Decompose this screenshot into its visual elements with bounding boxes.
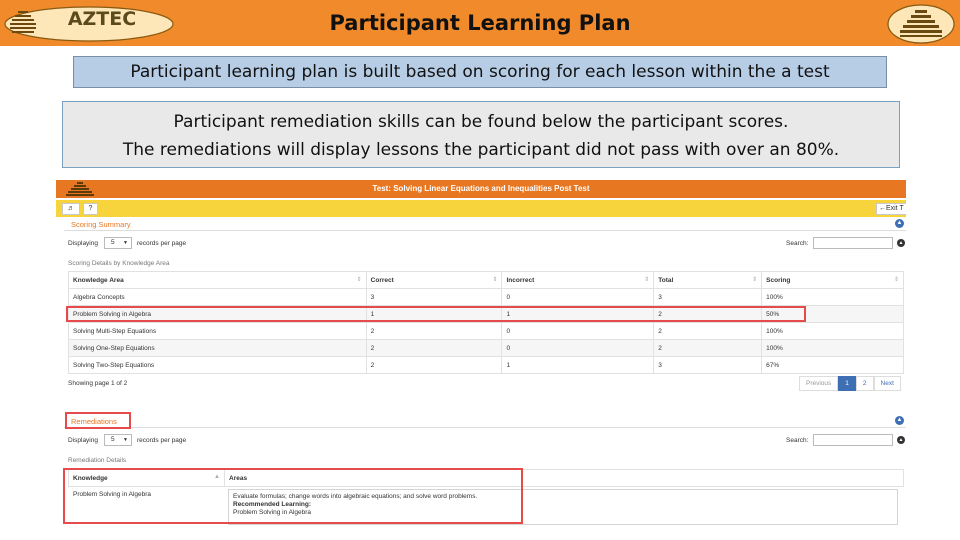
cell-scoring: 67% bbox=[762, 357, 904, 374]
sort-icon: ⇕ bbox=[752, 277, 758, 283]
aztec-logo-text: AZTEC bbox=[67, 8, 137, 30]
remediations-title: Remediations bbox=[71, 417, 117, 426]
cell-correct: 2 bbox=[366, 357, 502, 374]
table-row bbox=[69, 340, 904, 357]
page-size-select[interactable] bbox=[104, 434, 132, 446]
callout-remediation bbox=[62, 101, 900, 168]
scoring-controls bbox=[68, 237, 906, 251]
help-button[interactable]: ? bbox=[83, 203, 98, 215]
col-total[interactable]: Total ⇕ bbox=[654, 272, 762, 289]
slide-title: Participant Learning Plan bbox=[329, 11, 631, 35]
pager-previous[interactable]: Previous bbox=[799, 376, 838, 391]
cell-total: 3 bbox=[654, 357, 762, 374]
cell-correct: 1 bbox=[366, 306, 502, 323]
cell-incorrect: 1 bbox=[502, 306, 654, 323]
cell-incorrect: 0 bbox=[502, 323, 654, 340]
app-toolbar bbox=[56, 200, 906, 217]
cell-correct: 2 bbox=[366, 323, 502, 340]
col-knowledge[interactable]: Knowledge ▲ bbox=[69, 470, 225, 487]
remediation-caption: Remediation Details bbox=[68, 457, 127, 464]
cell-knowledge-area: Algebra Concepts bbox=[69, 289, 367, 306]
cell-knowledge-area: Problem Solving in Algebra bbox=[69, 306, 367, 323]
sort-icon: ⇕ bbox=[356, 277, 362, 283]
exit-test-button[interactable]: ←Exit T bbox=[876, 203, 906, 215]
col-scoring[interactable]: Scoring ⇕ bbox=[762, 272, 904, 289]
pager-page-2[interactable]: 2 bbox=[856, 376, 874, 391]
app-test-title: Test: Solving Linear Equations and Inequalities Post Test bbox=[372, 184, 590, 193]
scoring-header-row bbox=[69, 272, 904, 289]
remediation-knowledge-cell: Problem Solving in Algebra bbox=[73, 491, 152, 498]
highlight-failed-lesson bbox=[66, 306, 806, 322]
scoring-caption: Scoring Details by Knowledge Area bbox=[68, 260, 170, 267]
collapse-icon[interactable]: ▲ bbox=[896, 417, 903, 423]
aztec-pyramid-icon bbox=[886, 2, 956, 44]
sort-icon: ⇕ bbox=[492, 277, 498, 283]
audio-button[interactable] bbox=[62, 203, 80, 215]
speaker-icon: ♬ bbox=[67, 205, 75, 212]
showing-page-label: Showing page 1 of 2 bbox=[68, 380, 128, 387]
cell-scoring: 100% bbox=[762, 340, 904, 357]
scoring-summary-title: Scoring Summary bbox=[71, 220, 131, 229]
page-size-select[interactable] bbox=[104, 237, 132, 249]
pager-next[interactable]: Next bbox=[874, 376, 901, 391]
recommended-learning-link[interactable]: Problem Solving in Algebra bbox=[233, 509, 312, 516]
col-correct[interactable]: Correct ⇕ bbox=[366, 272, 502, 289]
page-size-value: 5 bbox=[111, 239, 115, 246]
col-knowledge-area[interactable]: Knowledge Area ⇕ bbox=[69, 272, 367, 289]
highlight-remediations-title bbox=[65, 412, 131, 429]
cell-knowledge-area: Solving Multi-Step Equations bbox=[69, 323, 367, 340]
search-label: Search: bbox=[786, 437, 809, 444]
test-results-screenshot bbox=[56, 180, 906, 528]
search-label: Search: bbox=[786, 240, 809, 247]
cell-scoring: 100% bbox=[762, 289, 904, 306]
page-size-value: 5 bbox=[111, 436, 115, 443]
scoring-summary-header[interactable] bbox=[64, 217, 906, 231]
search-input[interactable] bbox=[813, 434, 893, 446]
recommended-learning-label: Recommended Learning: bbox=[233, 501, 312, 508]
pager-page-1[interactable]: 1 bbox=[838, 376, 856, 391]
search-input[interactable] bbox=[813, 237, 893, 249]
areas-description: Evaluate formulas; change words into algebraic equations; and solve word problems. bbox=[233, 493, 478, 500]
cell-correct: 3 bbox=[366, 289, 502, 306]
cell-total: 3 bbox=[654, 289, 762, 306]
remediations-header[interactable] bbox=[64, 414, 906, 428]
cell-total: 2 bbox=[654, 340, 762, 357]
collapse-icon[interactable]: ▲ bbox=[896, 220, 903, 226]
cell-knowledge-area: Solving One-Step Equations bbox=[69, 340, 367, 357]
callout-remediation-line1: Participant remediation skills can be found below the participant scores. bbox=[173, 112, 789, 132]
scoring-table bbox=[68, 271, 904, 374]
cell-incorrect: 0 bbox=[502, 289, 654, 306]
pagination bbox=[799, 376, 901, 391]
clear-search-icon[interactable]: ▲ bbox=[898, 240, 904, 246]
sort-icon: ▲ bbox=[214, 474, 220, 480]
col-incorrect[interactable]: Incorrect ⇕ bbox=[502, 272, 654, 289]
cell-total: 2 bbox=[654, 306, 762, 323]
table-row bbox=[69, 323, 904, 340]
sort-icon: ⇕ bbox=[893, 277, 899, 283]
clear-search-icon[interactable]: ▲ bbox=[898, 437, 904, 443]
records-per-page-label: records per page bbox=[137, 437, 187, 444]
col-areas[interactable]: Areas bbox=[225, 470, 904, 487]
table-row bbox=[69, 357, 904, 374]
callout-learning-plan: Participant learning plan is built based on scoring for each lesson within the a test bbox=[73, 56, 887, 88]
remediation-controls bbox=[68, 434, 906, 448]
cell-incorrect: 0 bbox=[502, 340, 654, 357]
sort-icon: ⇕ bbox=[644, 277, 650, 283]
displaying-label: Displaying bbox=[68, 240, 98, 247]
caret-down-icon: ▼ bbox=[123, 437, 128, 443]
app-header bbox=[56, 180, 906, 198]
cell-scoring: 100% bbox=[762, 323, 904, 340]
records-per-page-label: records per page bbox=[137, 240, 187, 247]
callout-remediation-line2: The remediations will display lessons the participant did not pass with over an 80%. bbox=[122, 140, 840, 160]
highlight-remediation-row bbox=[63, 468, 523, 524]
displaying-label: Displaying bbox=[68, 437, 98, 444]
cell-incorrect: 1 bbox=[502, 357, 654, 374]
cell-scoring: 50% bbox=[762, 306, 904, 323]
cell-total: 2 bbox=[654, 323, 762, 340]
caret-down-icon: ▼ bbox=[123, 240, 128, 246]
cell-correct: 2 bbox=[366, 340, 502, 357]
cell-knowledge-area: Solving Two-Step Equations bbox=[69, 357, 367, 374]
slide-header-bar bbox=[0, 0, 960, 46]
table-row bbox=[69, 289, 904, 306]
